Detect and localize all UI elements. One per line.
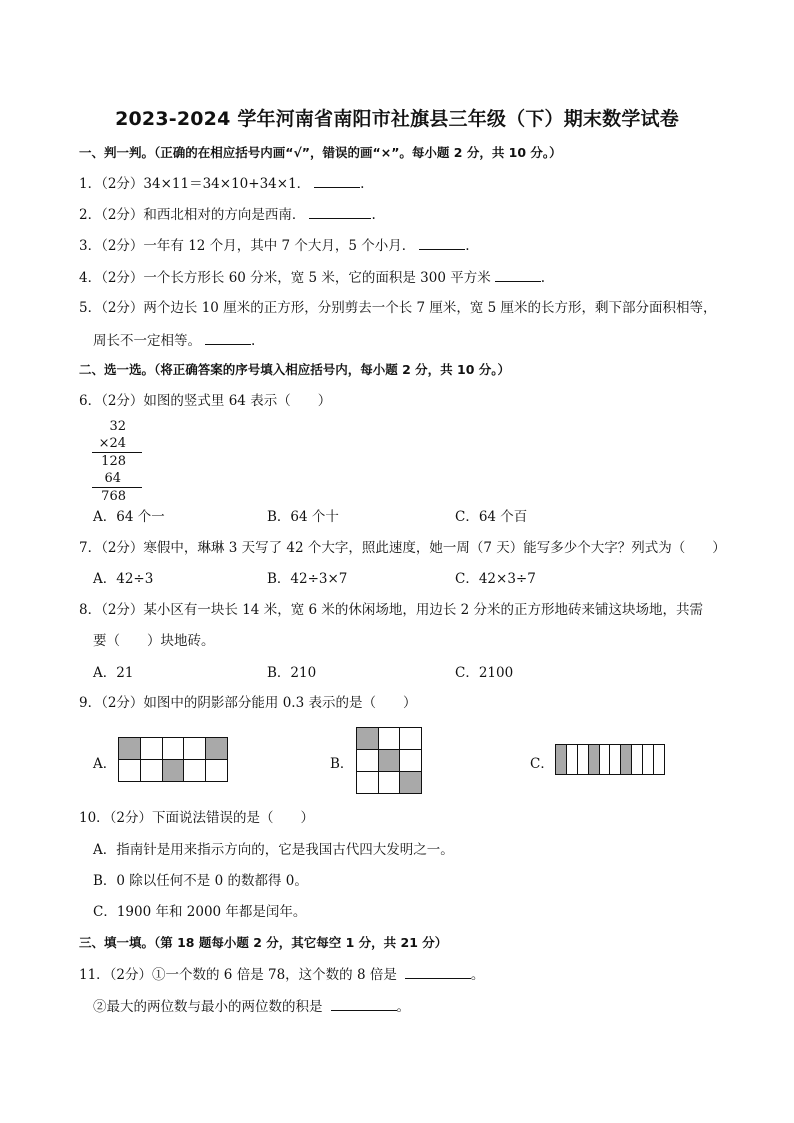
grid-cell bbox=[162, 738, 184, 760]
question-3: 3．（2分）一年有 12 个月，其中 7 个大月，5 个小月． . bbox=[79, 238, 470, 254]
q7-option-c[interactable]: C．42×3÷7 bbox=[455, 571, 536, 587]
shaded-cell bbox=[621, 745, 632, 775]
q6-option-b[interactable]: B．64 个十 bbox=[267, 509, 339, 525]
shaded-cell bbox=[378, 750, 400, 772]
section-heading-2: 二、选一选。（将正确答案的序号填入相应括号内，每小题 2 分，共 10 分。） bbox=[79, 362, 511, 377]
q8-option-c[interactable]: C．2100 bbox=[455, 665, 514, 681]
grid-cell bbox=[400, 728, 422, 750]
grid-cell bbox=[357, 750, 379, 772]
question-5-line1: 5．（2分）两个边长 10 厘米的正方形，分别剪去一个长 7 厘米，宽 5 厘米的长方形，剩下部分面积相等， bbox=[79, 300, 717, 316]
page-title: 2023-2024 学年河南省南阳市社旗县三年级（下）期末数学试卷 bbox=[115, 108, 679, 130]
question-5-line2: 周长不一定相等。 . bbox=[93, 333, 256, 349]
shaded-cell bbox=[162, 760, 184, 782]
question-1: 1．（2分）34×11＝34×10+34×1． . bbox=[79, 176, 365, 192]
grid-cell bbox=[632, 745, 643, 775]
shaded-cell bbox=[119, 738, 141, 760]
question-6: 6．（2分）如图的竖式里 64 表示（ ） bbox=[79, 393, 332, 409]
answer-blank-11b[interactable] bbox=[331, 997, 397, 1011]
question-11-part1: 11．（2分）①一个数的 6 倍是 78，这个数的 8 倍是 。 bbox=[79, 967, 485, 983]
shaded-cell bbox=[400, 772, 422, 794]
question-8-line2: 要（ ）块地砖。 bbox=[93, 633, 215, 649]
q9-figure-b bbox=[356, 727, 422, 794]
q8-option-b[interactable]: B．210 bbox=[267, 665, 317, 681]
q9-figure-a bbox=[118, 737, 228, 782]
shaded-cell bbox=[588, 745, 599, 775]
question-3-text: 3．（2分）一年有 12 个月，其中 7 个大月，5 个小月． bbox=[79, 238, 416, 254]
q8-option-a[interactable]: A．21 bbox=[93, 665, 134, 681]
answer-blank-4[interactable] bbox=[495, 268, 541, 282]
answer-blank-5[interactable] bbox=[205, 331, 251, 345]
grid-cell bbox=[654, 745, 665, 775]
grid-cell bbox=[357, 772, 379, 794]
grid-cell bbox=[140, 760, 162, 782]
question-11-text-1: 11．（2分）①一个数的 6 倍是 78，这个数的 8 倍是 bbox=[79, 967, 397, 983]
q9-option-b-label[interactable]: B． bbox=[330, 756, 354, 772]
q10-option-b[interactable]: B．0 除以任何不是 0 的数都得 0。 bbox=[93, 873, 308, 889]
shaded-cell bbox=[357, 728, 379, 750]
answer-blank-1[interactable] bbox=[314, 174, 360, 188]
question-8-line1: 8．（2分）某小区有一块长 14 米，宽 6 米的休闲场地，用边长 2 分米的正方形地砖来铺这块场地，共需 bbox=[79, 602, 704, 618]
question-2-text: 2．（2分）和西北相对的方向是西南． bbox=[79, 207, 306, 223]
q10-option-a[interactable]: A．指南针是用来指示方向的，它是我国古代四大发明之一。 bbox=[93, 842, 454, 858]
question-5-text: 周长不一定相等。 bbox=[93, 333, 201, 349]
vertical-multiplication bbox=[92, 418, 142, 505]
q9-option-c-label[interactable]: C． bbox=[530, 756, 554, 772]
q7-option-a[interactable]: A．42÷3 bbox=[93, 571, 154, 587]
section-heading-1: 一、判一判。（正确的在相应括号内画“√”，错误的画“×”。每小题 2 分，共 10 分。） bbox=[79, 145, 562, 160]
answer-blank-11a[interactable] bbox=[405, 965, 471, 979]
grid-cell bbox=[378, 772, 400, 794]
grid-cell bbox=[577, 745, 588, 775]
answer-blank-3[interactable] bbox=[419, 236, 465, 250]
vertical-row: 64 bbox=[104, 471, 121, 486]
q9-option-a-label[interactable]: A． bbox=[93, 756, 117, 772]
question-9: 9．（2分）如图中的阴影部分能用 0.3 表示的是（ ） bbox=[79, 695, 417, 711]
grid-cell bbox=[643, 745, 654, 775]
answer-blank-2[interactable] bbox=[309, 205, 371, 219]
q9-figure-c bbox=[555, 744, 665, 775]
grid-cell bbox=[119, 760, 141, 782]
grid-cell bbox=[140, 738, 162, 760]
vertical-row: 128 bbox=[92, 452, 142, 470]
question-1-text: 1．（2分）34×11＝34×10+34×1． bbox=[79, 176, 311, 192]
vertical-row: ×24 bbox=[98, 436, 126, 451]
question-2: 2．（2分）和西北相对的方向是西南． . bbox=[79, 207, 376, 223]
question-11-part2: ②最大的两位数与最小的两位数的积是 。 bbox=[93, 999, 410, 1015]
grid-cell bbox=[206, 760, 228, 782]
grid-cell bbox=[610, 745, 621, 775]
grid-cell bbox=[400, 750, 422, 772]
grid-cell bbox=[184, 760, 206, 782]
shaded-cell bbox=[206, 738, 228, 760]
question-10: 10．（2分）下面说法错误的是（ ） bbox=[79, 810, 315, 826]
grid-cell bbox=[566, 745, 577, 775]
grid-cell bbox=[599, 745, 610, 775]
q7-option-b[interactable]: B．42÷3×7 bbox=[267, 571, 348, 587]
q6-option-c[interactable]: C．64 个百 bbox=[455, 509, 528, 525]
section-heading-3: 三、填一填。（第 18 题每小题 2 分，其它每空 1 分，共 21 分） bbox=[79, 935, 448, 950]
question-4: 4．（2分）一个长方形长 60 分米，宽 5 米，它的面积是 300 平方米 . bbox=[79, 270, 546, 286]
grid-cell bbox=[184, 738, 206, 760]
vertical-row: 768 bbox=[92, 487, 142, 505]
grid-cell bbox=[378, 728, 400, 750]
question-4-text: 4．（2分）一个长方形长 60 分米，宽 5 米，它的面积是 300 平方米 bbox=[79, 270, 491, 286]
q10-option-c[interactable]: C．1900 年和 2000 年都是闰年。 bbox=[93, 904, 307, 920]
question-7: 7．（2分）寒假中，琳琳 3 天写了 42 个大字，照此速度，她一周（7 天）能写多少个大字？列式为（ ） bbox=[79, 540, 726, 556]
question-11-text-2: ②最大的两位数与最小的两位数的积是 bbox=[93, 999, 323, 1015]
shaded-cell bbox=[556, 745, 567, 775]
q6-option-a[interactable]: A．64 个一 bbox=[93, 509, 165, 525]
vertical-row: 32 bbox=[109, 419, 126, 434]
